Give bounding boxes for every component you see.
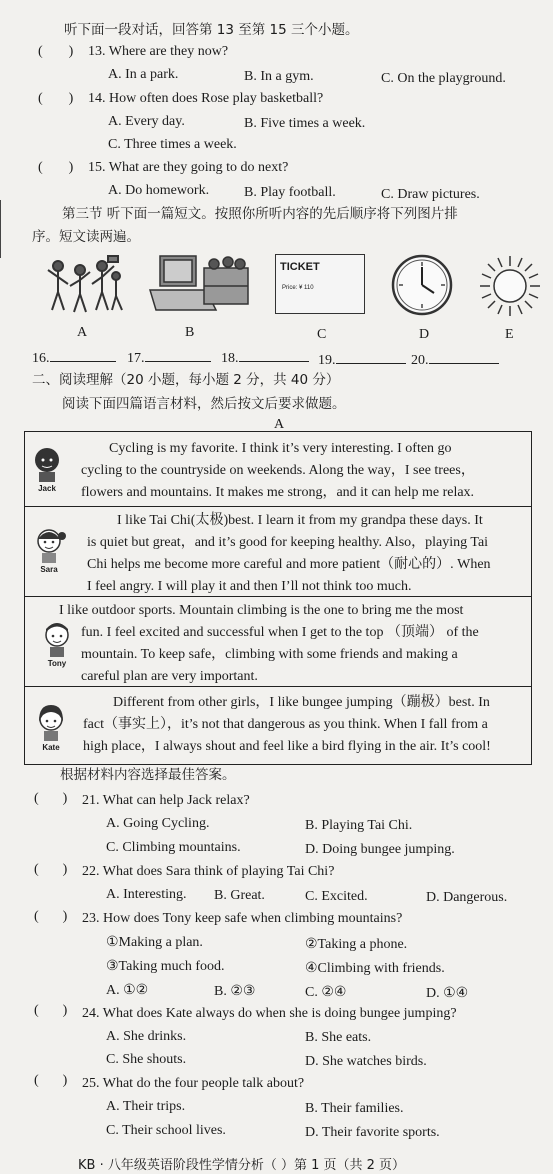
q25-option-d: D. Their favorite sports.	[305, 1125, 440, 1140]
dancing-people-picture	[44, 252, 128, 318]
q22-option-a: A. Interesting.	[106, 887, 187, 902]
jack-avatar	[29, 444, 65, 493]
question-13-stem: 13. Where are they now?	[88, 44, 229, 59]
q13-option-b: B. In a gym.	[244, 69, 314, 84]
question-24-stem: 24. What does Kate always do when she is doing bungee jumping?	[82, 1006, 457, 1021]
q23-item-3: ③Taking much food.	[106, 959, 225, 974]
tony-avatar	[39, 619, 75, 668]
sara-line-3: Chi helps me become more careful and more patient（耐心的）. When	[87, 557, 491, 572]
answer-paren-14: ( )	[38, 91, 74, 106]
passage-jack	[25, 432, 531, 506]
sara-line-2: is quiet but great，and it’s good for keeping healthy. Also，playing Tai	[87, 535, 489, 550]
sara-line-4: I feel angry. I will play it and then I’ll not think too much.	[87, 579, 412, 594]
q15-option-b: B. Play football.	[244, 185, 336, 200]
reading-instructions: 阅读下面四篇语言材料，然后按文后要求做题。	[62, 396, 346, 412]
passage-label: A	[274, 417, 285, 432]
kate-line-1: Different from other girls，I like bungee jumping（蹦极）best. In	[113, 695, 490, 710]
sara-line-1: I like Tai Chi(太极)best. I learn it from my grandpa these days. It	[117, 513, 483, 528]
answer-paren-15: ( )	[38, 160, 74, 175]
q21-option-b: B. Playing Tai Chi.	[305, 818, 413, 833]
question-14-stem: 14. How often does Rose play basketball?	[88, 91, 324, 106]
q24-option-c: C. She shouts.	[106, 1052, 187, 1067]
sara-avatar	[31, 525, 67, 574]
q14-option-a: A. Every day.	[108, 114, 185, 129]
listening-intro: 听下面一段对话，回答第 13 至第 15 三个小题。	[64, 22, 359, 38]
tony-line-4: careful plan are very important.	[81, 669, 258, 684]
ticket-title: TICKET	[280, 261, 320, 273]
question-22-stem: 22. What does Sara think of playing Tai Chi?	[82, 864, 335, 879]
q22-option-c: C. Excited.	[305, 889, 368, 904]
answer-blank-16[interactable]: 16.	[32, 347, 116, 368]
q21-option-a: A. Going Cycling.	[106, 816, 210, 831]
tony-name: Tony	[47, 659, 67, 668]
answer-blank-17[interactable]: 17.	[127, 347, 211, 368]
section3-instruction: 第三节 听下面一篇短文。按照你所听内容的先后顺序将下列图片排	[62, 206, 458, 222]
passage-kate	[25, 686, 531, 764]
q24-option-b: B. She eats.	[305, 1030, 372, 1045]
picture-label-b: B	[185, 325, 195, 340]
jack-line-2: cycling to the countryside on weekends. Along the way，I see trees，	[81, 463, 475, 478]
jack-line-1: Cycling is my favorite. I think it’s very interesting. I often go	[109, 441, 452, 456]
answer-blank-20[interactable]: 20.	[411, 349, 499, 370]
jack-line-3: flowers and mountains. It makes me strong，and it can help me relax.	[81, 485, 475, 500]
q25-option-c: C. Their school lives.	[106, 1123, 226, 1138]
answer-blank-19[interactable]: 19.	[318, 349, 406, 370]
margin-bracket	[0, 200, 9, 258]
picture-label-a: A	[77, 325, 88, 340]
tony-line-2: fun. I feel excited and successful when I get to the top （顶端） of the	[81, 625, 479, 640]
answer-paren-21: ( )	[34, 791, 68, 806]
jack-name: Jack	[38, 484, 56, 493]
q25-option-b: B. Their families.	[305, 1101, 404, 1116]
answer-paren-22: ( )	[34, 862, 68, 877]
answer-blank-18[interactable]: 18.	[221, 347, 309, 368]
kate-line-3: high place，I always shout and feel like a bird flying in the air. It’s cool!	[83, 739, 491, 754]
clock-picture	[390, 253, 454, 317]
question-15-stem: 15. What are they going to do next?	[88, 160, 289, 175]
q23-option-a: A. ①②	[106, 983, 149, 998]
sun-picture	[478, 254, 542, 318]
picture-label-d: D	[419, 327, 430, 342]
ticket-price: Price: ¥ 110	[282, 285, 314, 291]
answer-paren-23: ( )	[34, 909, 68, 924]
q22-option-d: D. Dangerous.	[426, 890, 508, 905]
q13-option-c: C. On the playground.	[381, 71, 506, 86]
q15-option-c: C. Draw pictures.	[381, 187, 480, 202]
q21-option-d: D. Doing bungee jumping.	[305, 842, 455, 857]
picture-label-c: C	[317, 327, 327, 342]
answer-paren-25: ( )	[34, 1073, 68, 1088]
q14-option-b: B. Five times a week.	[244, 116, 366, 131]
picture-label-e: E	[505, 327, 514, 342]
q14-option-c: C. Three times a week.	[108, 137, 237, 152]
passage-sara	[25, 506, 531, 596]
question-23-stem: 23. How does Tony keep safe when climbing mountains?	[82, 911, 403, 926]
choose-instruction: 根据材料内容选择最佳答案。	[60, 767, 236, 783]
kate-name: Kate	[42, 743, 60, 752]
ticket-picture	[275, 254, 365, 314]
reading-section-header: 二、阅读理解（20 小题，每小题 2 分，共 40 分）	[32, 372, 340, 388]
q21-option-c: C. Climbing mountains.	[106, 840, 241, 855]
q15-option-a: A. Do homework.	[108, 183, 210, 198]
q22-option-b: B. Great.	[214, 888, 265, 903]
q25-option-a: A. Their trips.	[106, 1099, 186, 1114]
q23-item-1: ①Making a plan.	[106, 935, 203, 950]
passage-box	[24, 431, 532, 765]
tony-line-1: I like outdoor sports. Mountain climbing is the one to bring me the most	[59, 603, 464, 618]
q23-item-4: ④Climbing with friends.	[305, 961, 445, 976]
q23-option-d: D. ①④	[426, 986, 469, 1001]
question-25-stem: 25. What do the four people talk about?	[82, 1076, 305, 1091]
q13-option-a: A. In a park.	[108, 67, 179, 82]
kate-avatar	[33, 703, 69, 752]
answer-paren-24: ( )	[34, 1003, 68, 1018]
page-footer: KB · 八年级英语阶段性学情分析（ ）第 1 页（共 2 页）	[78, 1158, 406, 1173]
q24-option-d: D. She watches birds.	[305, 1054, 427, 1069]
question-21-stem: 21. What can help Jack relax?	[82, 793, 250, 808]
passage-tony	[25, 596, 531, 686]
q23-option-b: B. ②③	[214, 984, 256, 999]
section3-instruction-cont: 序。短文读两遍。	[32, 229, 140, 245]
kate-line-2: fact（事实上），it’s not that dangerous as you think. When I fall from a	[83, 717, 488, 732]
q23-option-c: C. ②④	[305, 985, 347, 1000]
tv-and-family-picture	[146, 250, 254, 316]
q24-option-a: A. She drinks.	[106, 1029, 187, 1044]
tony-line-3: mountain. To keep safe，climbing with some friends and making a	[81, 647, 458, 662]
sara-name: Sara	[40, 565, 58, 574]
q23-item-2: ②Taking a phone.	[305, 937, 408, 952]
answer-paren-13: ( )	[38, 44, 74, 59]
